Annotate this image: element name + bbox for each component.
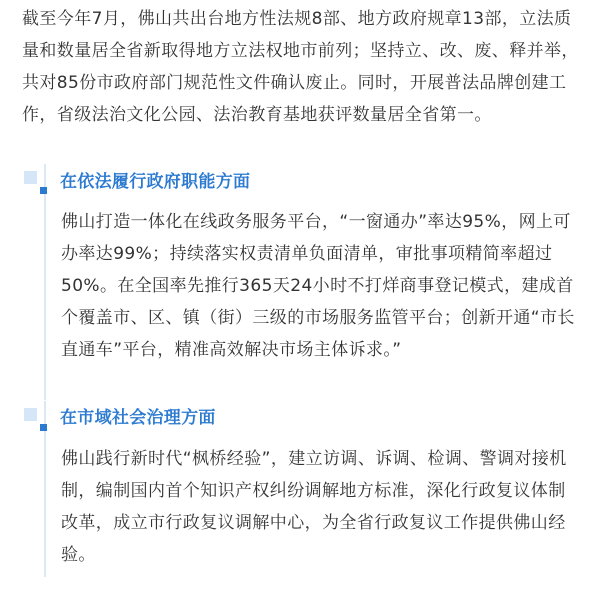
- section-body: 佛山践行新时代“枫桥经验”，建立访调、诉调、检调、警调对接机制，编制国内首个知识产权纠纷调解地方标准，深化行政复议体制改革，成立市行政复议调解中心，为全省行政复议工作提供佛山经验。: [61, 449, 567, 565]
- marker-light-square: [24, 171, 37, 184]
- intro-paragraph: 截至今年7月，佛山共出台地方性法规8部、地方政府规章13部，立法质量和数量居全省新取得地方立法权地市前列；坚持立、改、废、释并举，共对85份市政府部门规范性文件确认废止。同时，开展普法品牌创建工作，省级法治文化公园、法治教育基地获评数量居全省第一。: [22, 9, 579, 125]
- section-side-bar: [44, 164, 46, 400]
- section-government-functions: [24, 164, 594, 400]
- marker-dark-square: [40, 187, 47, 194]
- section-social-governance: [24, 401, 594, 577]
- section-marker-icon: [24, 171, 46, 193]
- section-title: 在市域社会治理方面: [60, 408, 216, 428]
- marker-dark-square: [40, 424, 47, 431]
- marker-light-square: [24, 408, 37, 421]
- section-title: 在依法履行政府职能方面: [60, 172, 251, 192]
- section-body: 佛山打造一体化在线政务服务平台，“一窗通办”率达95%，网上可办率达99%；持续落实权责清单负面清单，审批事项精简率超过50%。在全国率先推行365天24小时不打烊商事登记模式，建成首个覆盖市、区、镇（街）三级的市场服务监管平台；创新开通“市长直通车”平台，精准高效解决市场主体诉求。”: [61, 212, 575, 360]
- section-marker-icon: [24, 408, 46, 430]
